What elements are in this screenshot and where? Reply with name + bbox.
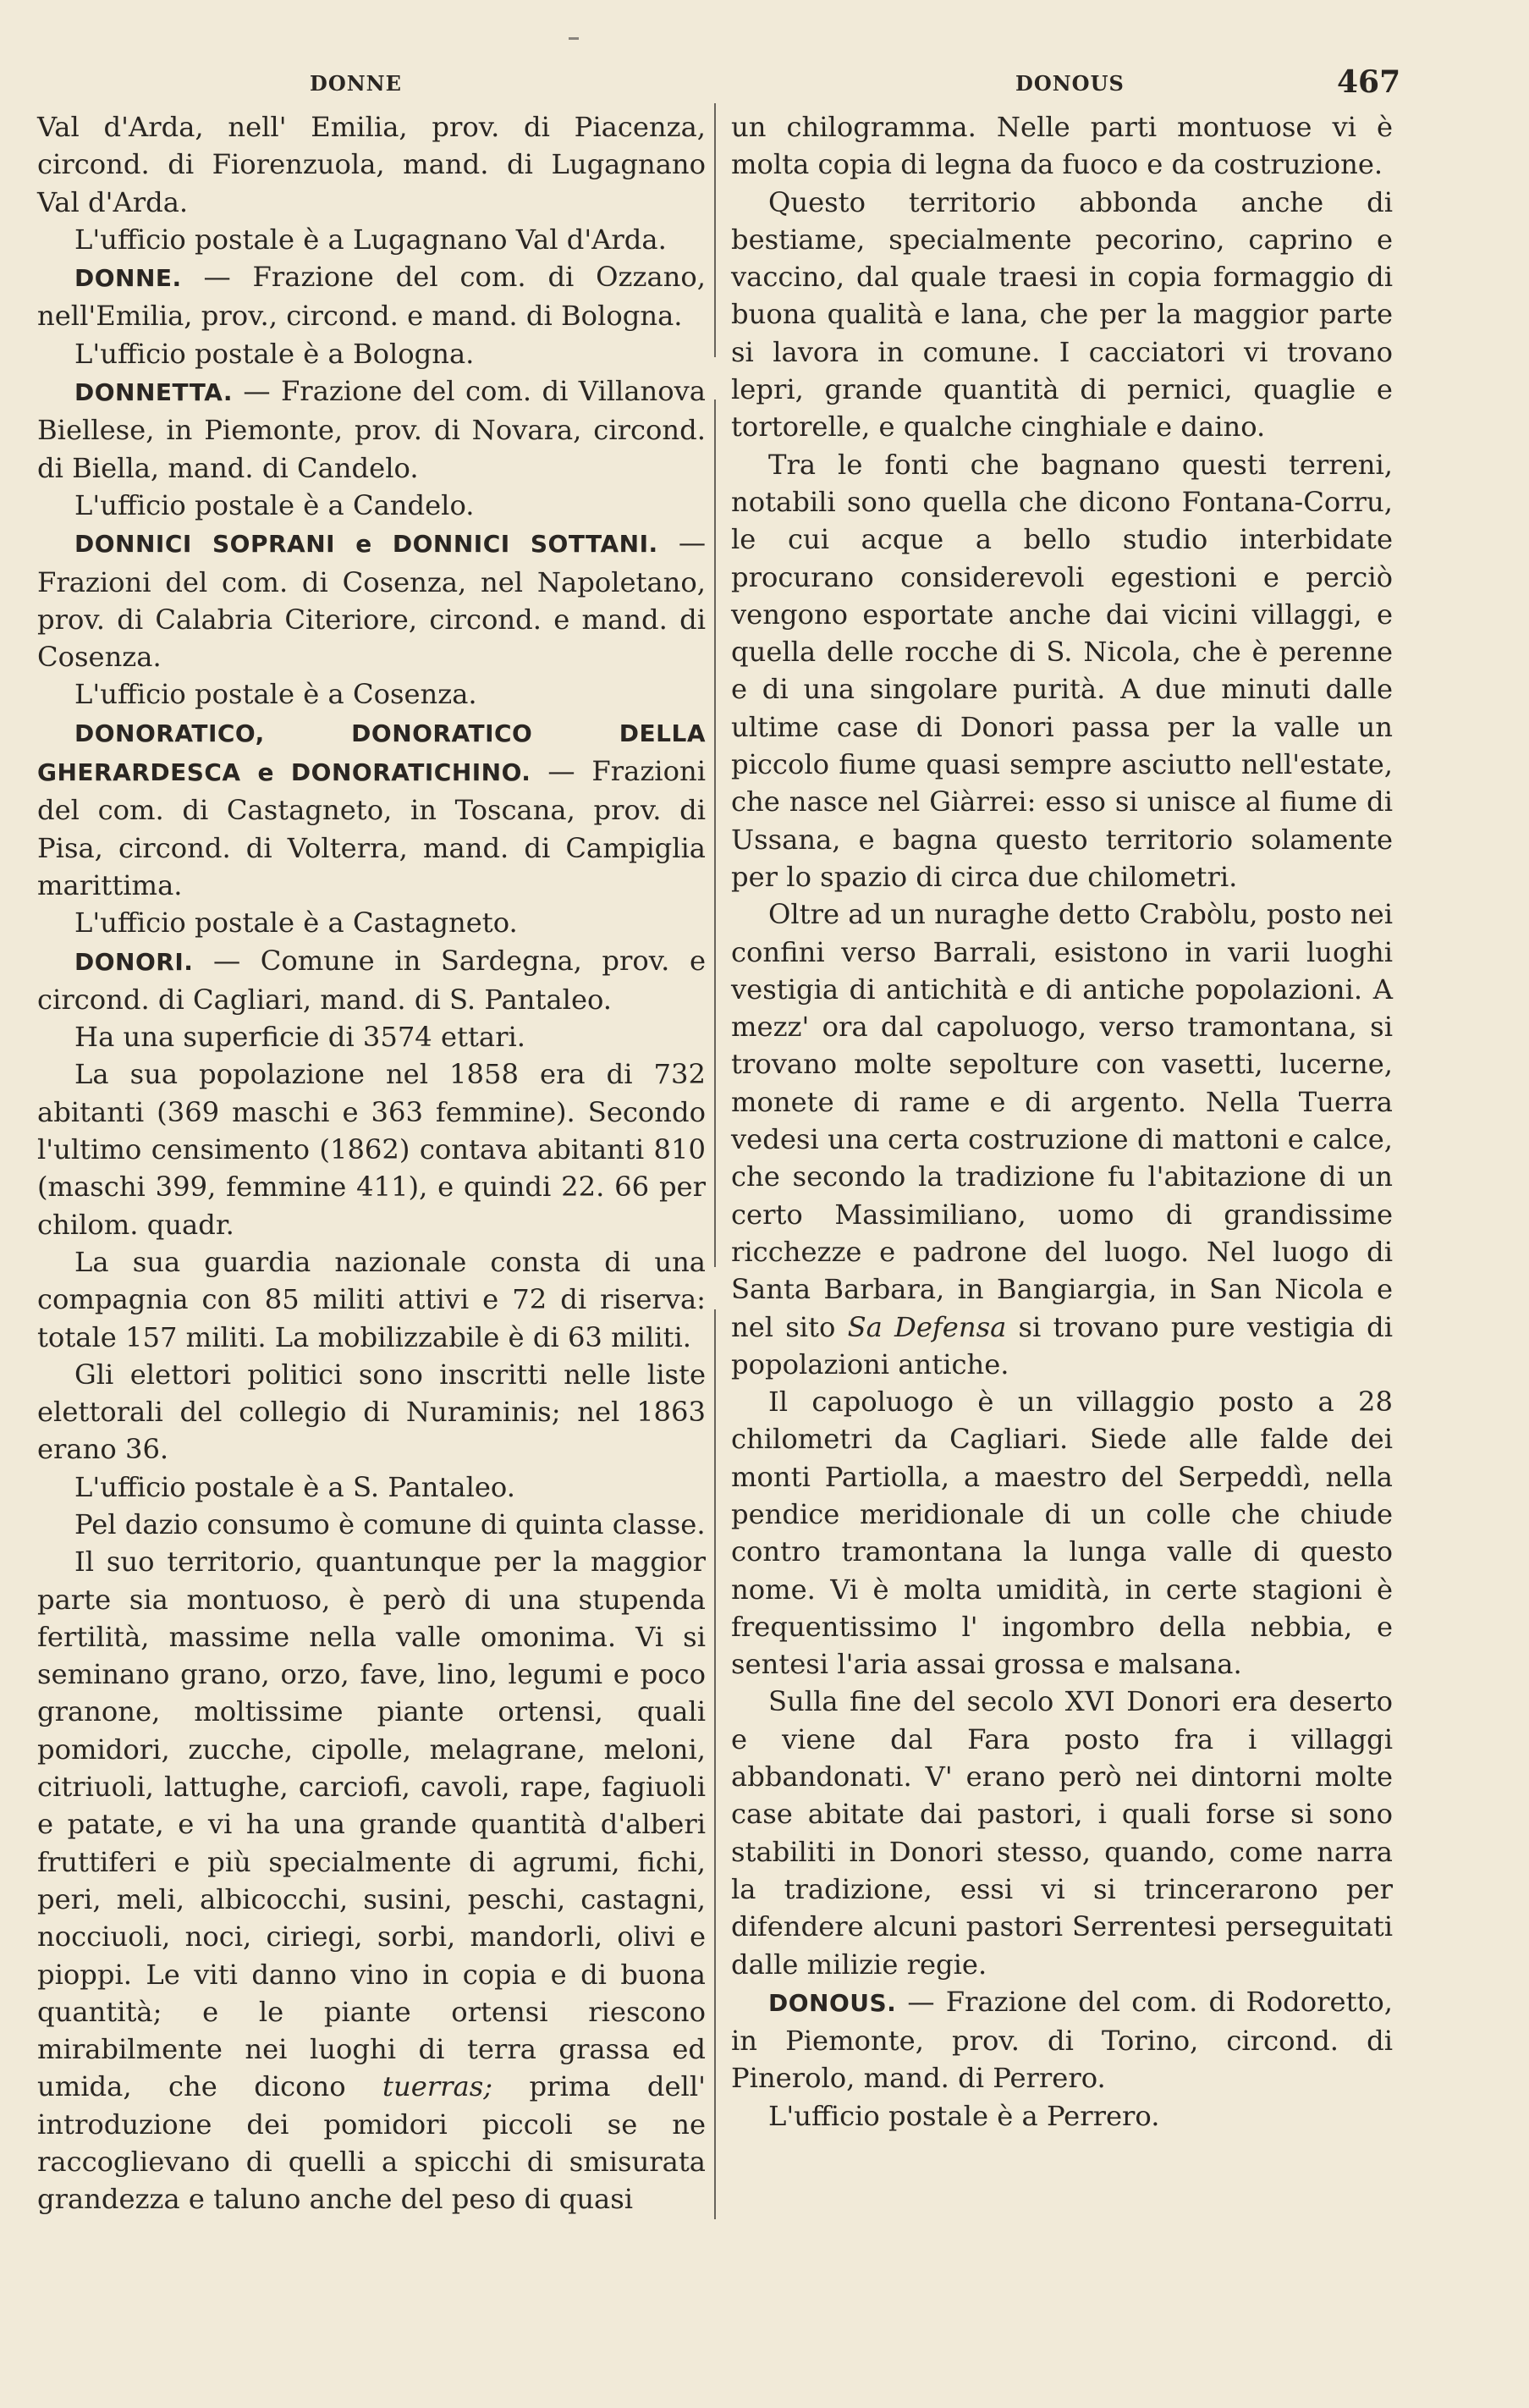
running-head-right: DONOUS	[1015, 71, 1125, 96]
right-column	[731, 108, 1393, 2135]
body-paragraph	[731, 2097, 1393, 2135]
paragraph-text: Pel dazio consumo è comune di quinta classe.	[74, 1507, 706, 1540]
print-mark	[569, 37, 579, 40]
paragraph-text: un chilogramma. Nelle parti montuose vi è molta copia di legna da fuoco e da costruzione.	[731, 111, 1393, 181]
entry-headword: DONNICI SOPRANI e DONNICI SOTTANI.	[74, 530, 658, 559]
entry-paragraph	[37, 372, 706, 487]
body-paragraph	[37, 1506, 706, 1543]
body-paragraph	[731, 1383, 1393, 1683]
body-paragraph	[37, 1018, 706, 1055]
entry-paragraph	[37, 258, 706, 335]
body-paragraph	[37, 904, 706, 941]
paragraph-text: L'ufficio postale è a S. Pantaleo.	[74, 1470, 515, 1503]
paragraph-text: L'ufficio postale è a Cosenza.	[74, 678, 477, 711]
paragraph-text: — Frazione del com. di Ozzano, nell'Emilia, prov., circond. e mand. di Bologna.	[37, 261, 706, 333]
paragraph-text: Questo territorio abbonda anche di bestiame, specialmente pecorino, caprino e vaccino, dal quale traesi in copia formaggio di buona qualità e lana, che per la maggior parte si lavora in comune. I cacciatori vi trovano lepri, grande quantità di pernici, quaglie e tortorelle, e qualche cinghiale e daino.	[731, 185, 1393, 444]
paragraph-text: L'ufficio postale è a Perrero.	[768, 2099, 1160, 2132]
entry-paragraph	[37, 524, 706, 675]
entry-headword: DONORI.	[74, 947, 194, 976]
running-head-left: DONNE	[310, 71, 402, 96]
paragraph-text: L'ufficio postale è a Candelo.	[74, 488, 475, 521]
italic-term: tuerras;	[382, 2070, 493, 2103]
entry-headword: DONNETTA.	[74, 378, 234, 407]
paragraph-text: Sulla fine del secolo XVI Donori era deserto e viene dal Fara posto fra i villaggi abbandonati. V' erano però nei dintorni molte case abitate dai pastori, i quali forse si sono stabiliti in Donori stesso, quando, come narra la tradizione, essi vi si trincerarono per difendere alcuni pastori Serrentesi perseguitati dalle milizie regie.	[731, 1685, 1393, 1981]
paragraph-text: Il suo territorio, quantunque per la maggior parte sia montuoso, è però di una stupenda fertilità, massime nella valle omonima. Vi si seminano grano, orzo, fave, lino, legumi e poco granone, moltissime piante ortensi, quali pomidori, zucche, cipolle, melagrane, meloni, citriuoli, lattughe, carciofi, cavoli, rape, fagiuoli e patate, e vi ha una grande quantità d'alberi fruttiferi e più specialmente di agrumi, fichi, peri, meli, albicocchi, susini, peschi, castagni, nocciuoli, noci, ciriegi, sorbi, mandorli, olivi e pioppi. Le viti danno vino in copia e di buona quantità; e le piante ortensi riescono mirabilmente nei luoghi di terra grassa ed umida, che dicono	[37, 1546, 706, 2103]
page-number: 467	[1337, 64, 1401, 100]
paragraph-text: Tra le fonti che bagnano questi terreni, notabili sono quella che dicono Fontana-Corru, le cui acque a bello studio interbidate procurano considerevoli egestioni e perciò vengono esportate anche dai vicini villaggi, e quella delle rocche di S. Nicola, che è perenne e di una singolare purità. A due minuti dalle ultime case di Donori passa per la valle un piccolo fiume quasi sempre asciutto nell'estate, che nasce nel Giàrrei: esso si unisce al fiume di Ussana, e bagna questo territorio solamente per lo spazio di circa due chilometri.	[731, 448, 1393, 893]
italic-term: Sa Defensa	[847, 1310, 1007, 1343]
paragraph-text: L'ufficio postale è a Bologna.	[74, 337, 475, 370]
paragraph-text: — Comune in Sardegna, prov. e circond. di Cagliari, mand. di S. Pantaleo.	[37, 944, 706, 1016]
paragraph-text: — Frazioni del com. di Cosenza, nel Napoletano, prov. di Calabria Citeriore, circond. e mand. di Cosenza.	[37, 526, 707, 674]
body-paragraph	[731, 1683, 1393, 1982]
paragraph-text: Il capoluogo è un villaggio posto a 28 chilometri da Cagliari. Siede alle falde dei monti Partiolla, a maestro del Serpeddì, nella pendice meridionale di un colle che chiude contro tramontana la lunga valle di questo nome. Vi è molta umidità, in certe stagioni è frequentissimo l' ingombro della nebbia, e sentesi l'aria assai grossa e malsana.	[731, 1386, 1393, 1681]
entry-paragraph	[731, 1983, 1393, 2097]
paragraph-text: — Frazione del com. di Rodoretto, in Piemonte, prov. di Torino, circond. di Pinerolo, mand. di Perrero.	[731, 1985, 1393, 2095]
left-column	[37, 108, 706, 2218]
paragraph-text-continued: si trovano pure vestigia di popolazioni antiche.	[731, 1310, 1394, 1380]
column-rule	[714, 103, 716, 2219]
body-paragraph	[37, 335, 706, 372]
paragraph-text: — Frazioni del com. di Castagneto, in Toscana, prov. di Pisa, circond. di Volterra, mand. di Campiglia marittima.	[37, 755, 706, 901]
body-paragraph	[731, 446, 1393, 896]
body-paragraph	[37, 1356, 706, 1468]
paragraph-text: — Frazione del com. di Villanova Biellese, in Piemonte, prov. di Novara, circond. di Biella, mand. di Candelo.	[37, 375, 706, 484]
paragraph-text-continued: prima dell' introduzione dei pomidori piccoli se ne raccoglievano di quelli a spicchi di smisurata grandezza e taluno anche del peso di quasi	[37, 2070, 706, 2216]
entry-headword: DONORATICO, DONORATICO DELLA GHERARDESCA e DONORATICHINO.	[37, 719, 706, 787]
body-paragraph	[37, 221, 706, 258]
body-paragraph	[37, 1055, 706, 1243]
paragraph-text: Val d'Arda, nell' Emilia, prov. di Piacenza, circond. di Fiorenzuola, mand. di Lugagnano Val d'Arda.	[37, 111, 706, 218]
paragraph-text: L'ufficio postale è a Lugagnano Val d'Arda.	[74, 223, 667, 256]
body-paragraph	[37, 1468, 706, 1506]
paragraph-text: Ha una superficie di 3574 ettari.	[74, 1021, 526, 1054]
body-paragraph	[731, 184, 1393, 446]
paragraph-text: La sua guardia nazionale consta di una compagnia con 85 militi attivi e 72 di riserva: totale 157 militi. La mobilizzabile è di 63 militi.	[37, 1245, 706, 1353]
body-paragraph	[37, 1243, 706, 1356]
body-paragraph	[731, 108, 1393, 184]
body-paragraph	[731, 895, 1393, 1383]
body-paragraph	[37, 108, 706, 221]
entry-paragraph	[37, 942, 706, 1019]
body-paragraph	[37, 675, 706, 713]
entry-paragraph	[37, 714, 706, 904]
entry-headword: DONOUS.	[768, 1988, 897, 2017]
paragraph-text: La sua popolazione nel 1858 era di 732 abitanti (369 maschi e 363 femmine). Secondo l'ultimo censimento (1862) contava abitanti 810 (maschi 399, femmine 411), e quindi 22. 66 per chilom. quadr.	[37, 1058, 706, 1241]
paragraph-text: L'ufficio postale è a Castagneto.	[74, 906, 518, 940]
entry-headword: DONNE.	[74, 264, 182, 293]
paragraph-text: Oltre ad un nuraghe detto Crabòlu, posto nei confini verso Barrali, esistono in varii luoghi vestigia di antichità e di antiche popolazioni. A mezz' ora dal capoluogo, verso tramontana, si trovano molte sepolture con vasetti, lucerne, monete di rame e di argento. Nella Tuerra vedesi una certa costruzione di mattoni e calce, che secondo la tradizione fu l'abitazione di un certo Massimiliano, uomo di grandissime ricchezze e padrone del luogo. Nel luogo di Santa Barbara, in Bangiargia, in San Nicola e nel sito	[731, 898, 1393, 1343]
body-paragraph	[37, 487, 706, 524]
paragraph-text: Gli elettori politici sono inscritti nelle liste elettorali del collegio di Nuraminis; nel 1863 erano 36.	[37, 1358, 706, 1466]
body-paragraph	[37, 1543, 706, 2218]
